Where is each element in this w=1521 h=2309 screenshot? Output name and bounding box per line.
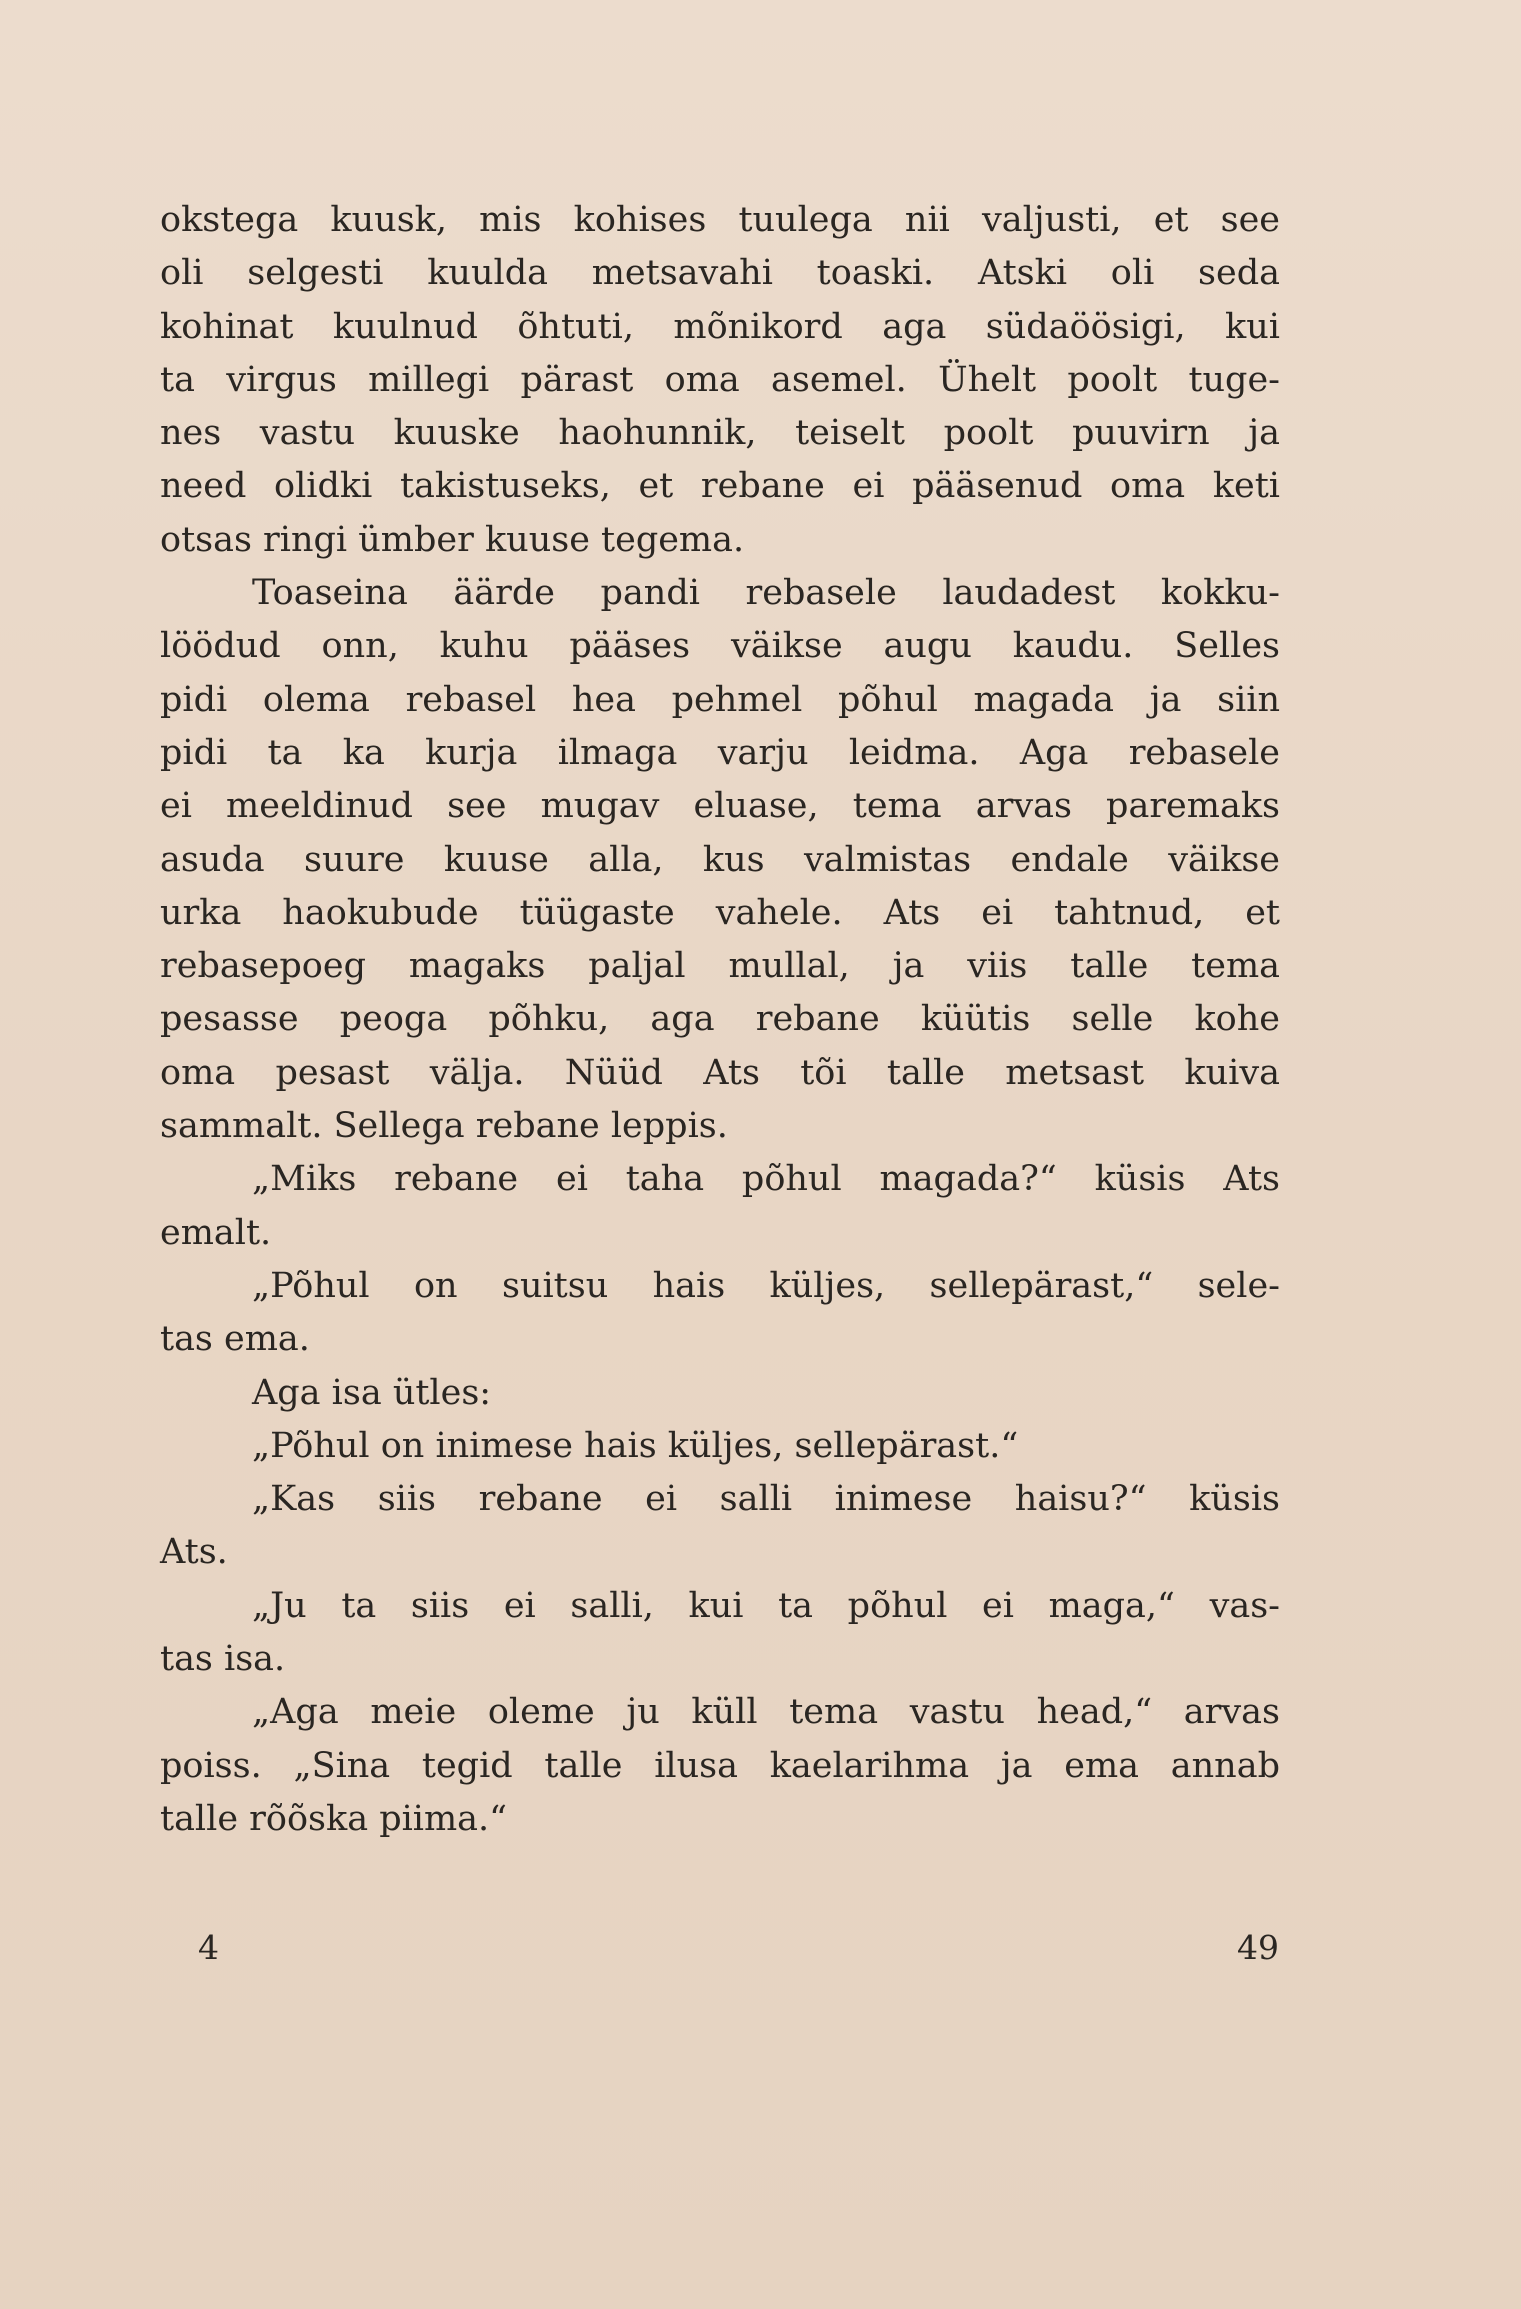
- text-line: poiss. „Sina tegid talle ilusa kaelarihma ja ema annab: [160, 1745, 1280, 1786]
- text-line: pidi ta ka kurja ilmaga varju leidma. Aga rebasele: [160, 732, 1280, 773]
- text-line: emalt.: [160, 1212, 272, 1253]
- signature-mark: 4: [198, 1928, 219, 1967]
- text-line: „Põhul on suitsu hais küljes, sellepärast,“ sele-: [252, 1265, 1280, 1306]
- text-line: need olidki takistuseks, et rebane ei pääsenud oma keti: [160, 466, 1280, 507]
- text-line: nes vastu kuuske haohunnik, teiselt poolt puuvirn ja: [160, 413, 1280, 454]
- page-number: 49: [1237, 1928, 1279, 1967]
- text-line: tas ema.: [160, 1319, 310, 1360]
- text-line: pesasse peoga põhku, aga rebane küütis selle kohe: [160, 999, 1280, 1040]
- text-line: tas isa.: [160, 1639, 286, 1680]
- text-line: „Kas siis rebane ei salli inimese haisu?“ küsis: [252, 1479, 1280, 1520]
- text-line: okstega kuusk, mis kohises tuulega nii valjusti, et see: [160, 200, 1280, 240]
- text-line: löödud onn, kuhu pääses väikse augu kaudu. Selles: [160, 626, 1280, 667]
- text-line: „Aga meie oleme ju küll tema vastu head,“ arvas: [252, 1692, 1280, 1733]
- text-line: urka haokubude tüügaste vahele. Ats ei tahtnud, et: [160, 892, 1280, 933]
- text-line: talle rõõska piima.“: [160, 1798, 508, 1839]
- text-line: Aga isa ütles:: [252, 1372, 492, 1413]
- text-line: rebasepoeg magaks paljal mullal, ja viis talle tema: [160, 946, 1280, 987]
- text-line: asuda suure kuuse alla, kus valmistas endale väikse: [160, 839, 1280, 880]
- text-line: „Ju ta siis ei salli, kui ta põhul ei maga,“ vas-: [252, 1585, 1280, 1626]
- page-footer: [0, 1928, 1521, 1978]
- text-line: „Põhul on inimese hais küljes, sellepärast.“: [252, 1425, 1019, 1466]
- text-line: otsas ringi ümber kuuse tegema.: [160, 519, 745, 560]
- text-line: „Miks rebane ei taha põhul magada?“ küsis Ats: [252, 1159, 1280, 1200]
- text-line: ei meeldinud see mugav eluase, tema arvas paremaks: [160, 786, 1280, 827]
- text-line: oma pesast välja. Nüüd Ats tõi talle metsast kuiva: [160, 1052, 1280, 1093]
- text-line: kohinat kuulnud õhtuti, mõnikord aga südaöösigi, kui: [160, 306, 1280, 347]
- body-text: [160, 194, 1280, 1846]
- text-line: Ats.: [160, 1532, 228, 1573]
- text-line: ta virgus millegi pärast oma asemel. Ühelt poolt tuge-: [160, 359, 1280, 400]
- text-line: sammalt. Sellega rebane leppis.: [160, 1106, 728, 1147]
- text-line: pidi olema rebasel hea pehmel põhul magada ja siin: [160, 679, 1280, 720]
- text-line: oli selgesti kuulda metsavahi toaski. Atski oli seda: [160, 253, 1280, 294]
- text-line: Toaseina äärde pandi rebasele laudadest kokku-: [252, 573, 1280, 614]
